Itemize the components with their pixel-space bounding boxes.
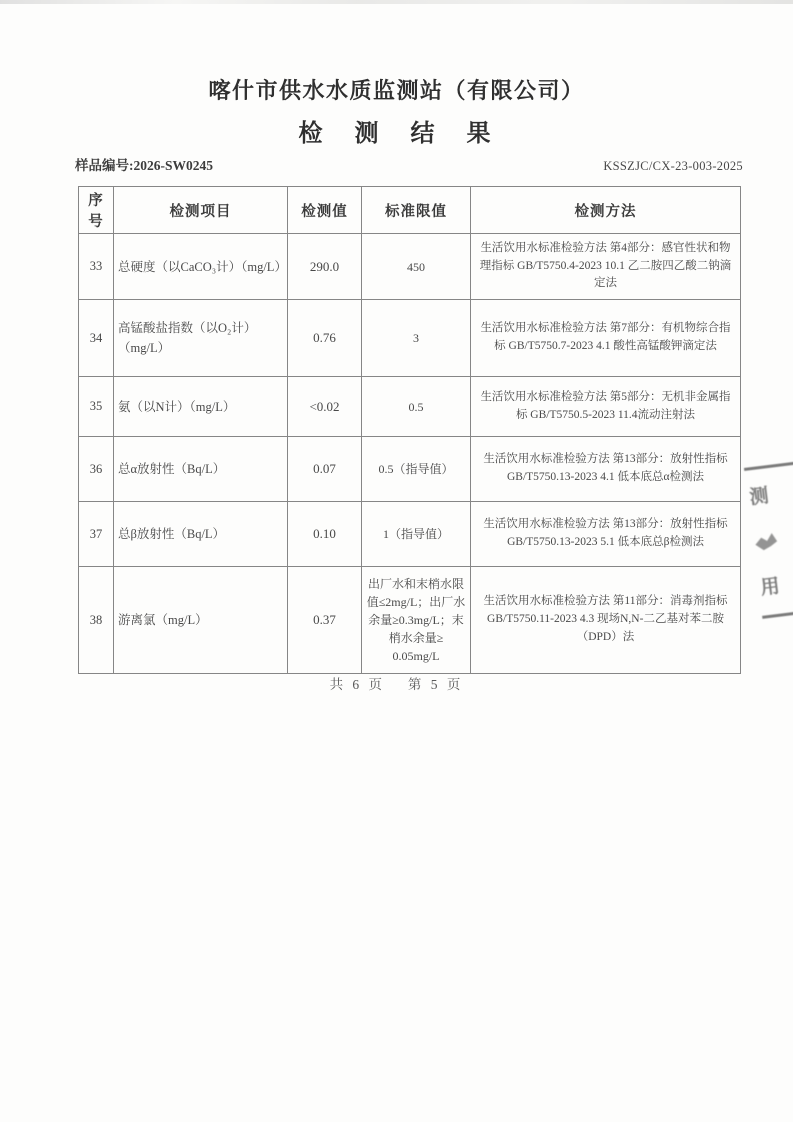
measured-value: 0.07	[288, 437, 362, 502]
meta-row	[75, 154, 743, 174]
organization-title: 喀什市供水水质监测站（有限公司）	[208, 78, 585, 103]
test-method: 生活饮用水标准检验方法 第11部分：消毒剂指标 GB/T5750.11-2023 4.3 现场N,N-二乙基对苯二胺（DPD）法	[471, 567, 741, 674]
test-method: 生活饮用水标准检验方法 第13部分：放射性指标GB/T5750.13-2023 4.1 低本底总α检测法	[471, 437, 741, 502]
item-name: 高锰酸盐指数（以O₂计）（mg/L）	[114, 300, 288, 377]
item-name: 总α放射性（Bq/L）	[114, 437, 288, 502]
page-number-footer: 共 6 页 第 5 页	[329, 677, 464, 692]
test-method: 生活饮用水标准检验方法 第7部分：有机物综合指标 GB/T5750.7-2023 4.1 酸性高锰酸钾滴定法	[471, 300, 741, 377]
item-name: 氨（以N计）（mg/L）	[114, 377, 288, 437]
table-row	[79, 300, 741, 377]
test-method: 生活饮用水标准检验方法 第13部分：放射性指标GB/T5750.13-2023 5.1 低本底总β检测法	[471, 502, 741, 567]
stamp-smudge-mark	[754, 533, 778, 552]
row-index: 35	[79, 377, 114, 437]
results-table	[78, 186, 741, 674]
stamp-char-top: 测	[748, 485, 770, 509]
sample-number: 样品编号:2026-SW0245	[75, 158, 213, 173]
row-index: 36	[79, 437, 114, 502]
table-row	[79, 377, 741, 437]
record-number: KSSZJC/CX-23-003-2025	[603, 159, 743, 173]
measured-value: 0.76	[288, 300, 362, 377]
table-row	[79, 437, 741, 502]
table-row	[79, 502, 741, 567]
table-row	[79, 234, 741, 300]
row-index: 38	[79, 567, 114, 674]
item-name: 总硬度（以CaCO₃计）（mg/L）	[114, 234, 288, 300]
row-index: 37	[79, 502, 114, 567]
standard-limit: 1（指导值）	[362, 502, 471, 567]
col-header-value: 检测值	[288, 187, 362, 234]
results-table-body	[79, 234, 741, 674]
test-method: 生活饮用水标准检验方法 第4部分：感官性状和物理指标 GB/T5750.4-2023 10.1 乙二胺四乙酸二钠滴定法	[471, 234, 741, 300]
standard-limit: 0.5	[362, 377, 471, 437]
standard-limit: 3	[362, 300, 471, 377]
stamp-char-bottom: 用	[759, 575, 781, 599]
col-header-item: 检测项目	[114, 187, 288, 234]
document-title: 检 测 结 果	[298, 121, 495, 147]
measured-value: 290.0	[288, 234, 362, 300]
standard-limit: 450	[362, 234, 471, 300]
row-index: 34	[79, 300, 114, 377]
partial-ink-stamp	[744, 461, 793, 619]
standard-limit: 0.5（指导值）	[362, 437, 471, 502]
col-header-index: 序号	[79, 187, 114, 234]
col-header-method: 检测方法	[471, 187, 741, 234]
scan-artifact-top-edge	[0, 0, 793, 4]
measured-value: 0.37	[288, 567, 362, 674]
row-index: 33	[79, 234, 114, 300]
standard-limit: 出厂水和末梢水限值≤2mg/L；出厂水余量≥0.3mg/L；末梢水余量≥ 0.05mg/L	[362, 567, 471, 674]
table-row	[79, 567, 741, 674]
measured-value: <0.02	[288, 377, 362, 437]
item-name: 游离氯（mg/L）	[114, 567, 288, 674]
col-header-limit: 标准限值	[362, 187, 471, 234]
test-method: 生活饮用水标准检验方法 第5部分：无机非金属指标 GB/T5750.5-2023 11.4流动注射法	[471, 377, 741, 437]
table-header-row	[79, 187, 741, 234]
item-name: 总β放射性（Bq/L）	[114, 502, 288, 567]
measured-value: 0.10	[288, 502, 362, 567]
